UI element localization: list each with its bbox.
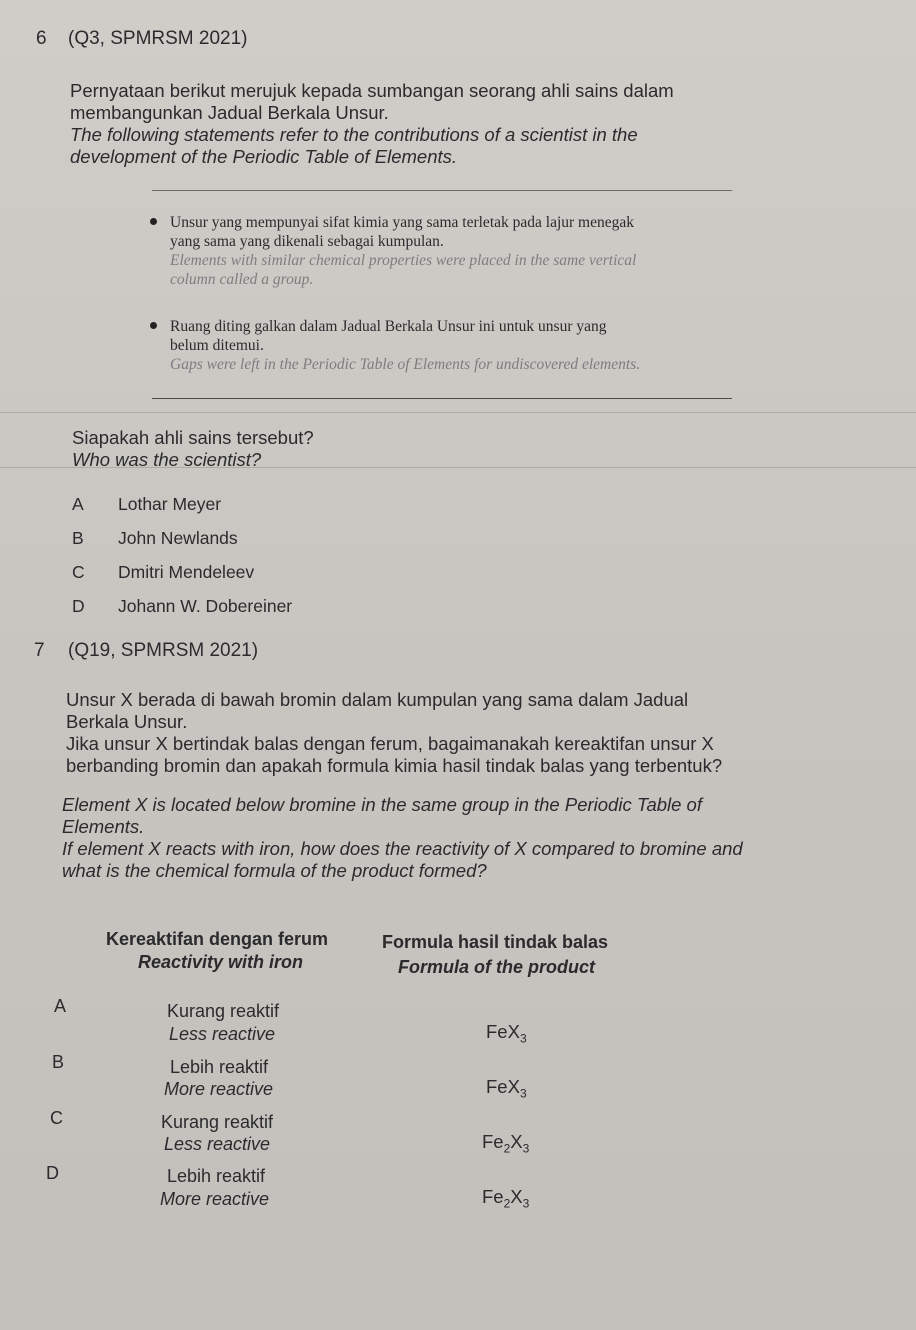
bullet-ms-line: belum ditemui.: [170, 337, 264, 354]
reactivity-ms: Kurang reaktif: [167, 1001, 280, 1021]
stem-ms-line: Unsur X berada di bawah bromin dalam kumpulan yang sama dalam Jadual: [66, 689, 689, 710]
stem-ms-line: Pernyataan berikut merujuk kepada sumbangan seorang ahli sains dalam: [70, 80, 674, 101]
reactivity-ms: Lebih reaktif: [167, 1166, 266, 1186]
product-formula: $Fe_2X_3$: [482, 1186, 530, 1211]
question-6-source: (Q3, SPMRSM 2021): [68, 28, 248, 49]
reactivity-ms: Lebih reaktif: [170, 1057, 269, 1077]
option-letter: B: [72, 528, 84, 548]
question-6-prompt: [72, 427, 572, 471]
option-letter: A: [72, 494, 84, 514]
stem-en-line: development of the Periodic Table of Elements.: [70, 146, 458, 167]
prompt-en: Who was the scientist?: [72, 449, 262, 470]
product-formula: $Fe_2X_3$: [482, 1131, 530, 1156]
stem-en-line: Element X is located below bromine in the same group in the Periodic Table of: [62, 794, 702, 815]
stem-ms-line: Berkala Unsur.: [66, 711, 188, 732]
question-7-stem: [66, 689, 826, 777]
option-letter: D: [72, 596, 85, 616]
column-header-formula-ms: Formula hasil tindak balas: [382, 932, 609, 952]
column-header-reactivity-en: Reactivity with iron: [138, 952, 304, 972]
stem-ms-line: berbanding bromin dan apakah formula kimia hasil tindak balas yang terbentuk?: [66, 755, 723, 776]
stem-en-line: The following statements refer to the contributions of a scientist in the: [70, 124, 638, 145]
bullet-en-line: Elements with similar chemical properties were placed in the same vertical: [170, 252, 637, 269]
option-text: Johann W. Dobereiner: [118, 596, 293, 616]
bullet-en-line: Gaps were left in the Periodic Table of Elements for undiscovered elements.: [170, 356, 641, 373]
divider: [0, 412, 916, 413]
answer-letter-c[interactable]: C: [50, 1108, 63, 1128]
answer-letter-d[interactable]: D: [46, 1163, 59, 1183]
option-text: Dmitri Mendeleev: [118, 562, 255, 582]
column-header-reactivity-ms: Kereaktifan dengan ferum: [106, 929, 329, 949]
stem-en-line: what is the chemical formula of the product formed?: [62, 860, 487, 881]
reactivity-en: More reactive: [160, 1189, 270, 1209]
answer-letter-b[interactable]: B: [52, 1052, 65, 1072]
question-7-source: (Q19, SPMRSM 2021): [68, 640, 259, 661]
bullet-ms-line: Ruang diting galkan dalam Jadual Berkala Unsur ini untuk unsur yang: [170, 318, 607, 335]
bullet-dot-icon: [150, 218, 157, 225]
bullet-ms-line: Unsur yang mempunyai sifat kimia yang sama terletak pada lajur menegak: [170, 214, 634, 231]
prompt-ms: Siapakah ahli sains tersebut?: [72, 427, 314, 448]
divider: [0, 467, 916, 468]
reactivity-en: Less reactive: [169, 1024, 276, 1044]
bullet-ms-line: yang sama yang dikenali sebagai kumpulan.: [170, 233, 444, 250]
stem-en-line: If element X reacts with iron, how does the reactivity of X compared to bromine and: [62, 838, 743, 859]
bullet-en-line: column called a group.: [170, 271, 314, 288]
answer-letter-a[interactable]: A: [54, 996, 67, 1016]
product-formula: FeX$_3$: [486, 1021, 527, 1046]
question-7-number: 7: [34, 640, 45, 661]
option-letter: C: [72, 562, 85, 582]
option-text: John Newlands: [118, 528, 238, 548]
reactivity-en: Less reactive: [164, 1134, 271, 1154]
question-6-number: 6: [36, 28, 47, 49]
bullet-dot-icon: [150, 322, 157, 329]
product-formula: FeX$_3$: [486, 1076, 527, 1101]
stem-en-line: Elements.: [62, 816, 145, 837]
reactivity-en: More reactive: [164, 1079, 274, 1099]
stem-ms-line: Jika unsur X bertindak balas dengan ferum, bagaimanakah kereaktifan unsur X: [66, 733, 714, 754]
reactivity-ms: Kurang reaktif: [161, 1112, 274, 1132]
statement-box: [152, 190, 732, 399]
column-header-formula-en: Formula of the product: [398, 957, 595, 977]
option-text: Lothar Meyer: [118, 494, 222, 514]
question-6-stem: [70, 80, 750, 168]
stem-ms-line: membangunkan Jadual Berkala Unsur.: [70, 102, 389, 123]
question-7-stem-en: [62, 794, 842, 882]
